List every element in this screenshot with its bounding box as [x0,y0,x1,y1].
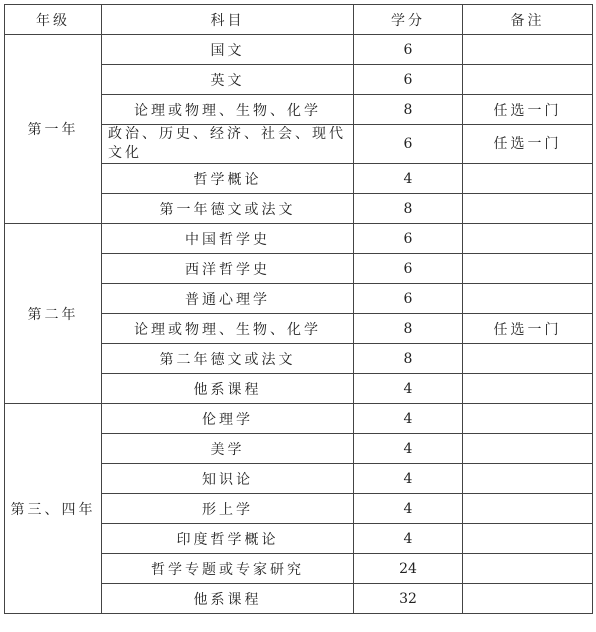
credits-cell: 4 [354,494,463,524]
subject-cell: 普通心理学 [102,284,354,314]
credits-cell: 6 [354,65,463,95]
subject-cell: 中国哲学史 [102,224,354,254]
credits-cell: 4 [354,404,463,434]
subject-cell: 论理或物理、生物、化学 [102,314,354,344]
note-cell [463,434,593,464]
subject-cell: 美学 [102,434,354,464]
note-cell [463,554,593,584]
subject-cell: 西洋哲学史 [102,254,354,284]
note-cell: 任选一门 [463,314,593,344]
credits-cell: 8 [354,314,463,344]
credits-cell: 8 [354,194,463,224]
subject-cell: 英文 [102,65,354,95]
header-note: 备注 [463,5,593,35]
note-cell [463,344,593,374]
note-cell [463,164,593,194]
header-credits: 学分 [354,5,463,35]
year-cell-third-fourth: 第三、四年 [5,404,102,614]
credits-cell: 4 [354,524,463,554]
note-cell [463,35,593,65]
curriculum-table [4,4,593,614]
header-year: 年级 [5,5,102,35]
credits-cell: 24 [354,554,463,584]
subject-cell: 论理或物理、生物、化学 [102,95,354,125]
credits-cell: 8 [354,95,463,125]
note-cell: 任选一门 [463,125,593,164]
credits-cell: 4 [354,464,463,494]
subject-cell: 他系课程 [102,374,354,404]
table-row [5,224,593,254]
subject-cell: 第二年德文或法文 [102,344,354,374]
header-row [5,5,593,35]
table-row [5,35,593,65]
header-subject: 科目 [102,5,354,35]
note-cell [463,254,593,284]
note-cell [463,374,593,404]
year-cell-second: 第二年 [5,224,102,404]
subject-cell: 印度哲学概论 [102,524,354,554]
note-cell [463,194,593,224]
note-cell [463,494,593,524]
curriculum-page [4,4,593,614]
credits-cell: 6 [354,224,463,254]
subject-cell: 第一年德文或法文 [102,194,354,224]
note-cell [463,65,593,95]
note-cell: 任选一门 [463,95,593,125]
credits-cell: 32 [354,584,463,614]
note-cell [463,284,593,314]
note-cell [463,584,593,614]
table-row [5,404,593,434]
subject-cell: 哲学专题或专家研究 [102,554,354,584]
credits-cell: 6 [354,125,463,164]
credits-cell: 4 [354,374,463,404]
credits-cell: 6 [354,284,463,314]
subject-cell: 形上学 [102,494,354,524]
subject-cell: 知识论 [102,464,354,494]
subject-cell: 哲学概论 [102,164,354,194]
credits-cell: 4 [354,164,463,194]
subject-cell: 伦理学 [102,404,354,434]
subject-cell: 国文 [102,35,354,65]
credits-cell: 6 [354,35,463,65]
note-cell [463,524,593,554]
year-cell-first: 第一年 [5,35,102,224]
credits-cell: 6 [354,254,463,284]
note-cell [463,404,593,434]
note-cell [463,224,593,254]
credits-cell: 8 [354,344,463,374]
subject-cell: 他系课程 [102,584,354,614]
credits-cell: 4 [354,434,463,464]
subject-cell: 政治、历史、经济、社会、现代文化 [102,125,354,164]
note-cell [463,464,593,494]
